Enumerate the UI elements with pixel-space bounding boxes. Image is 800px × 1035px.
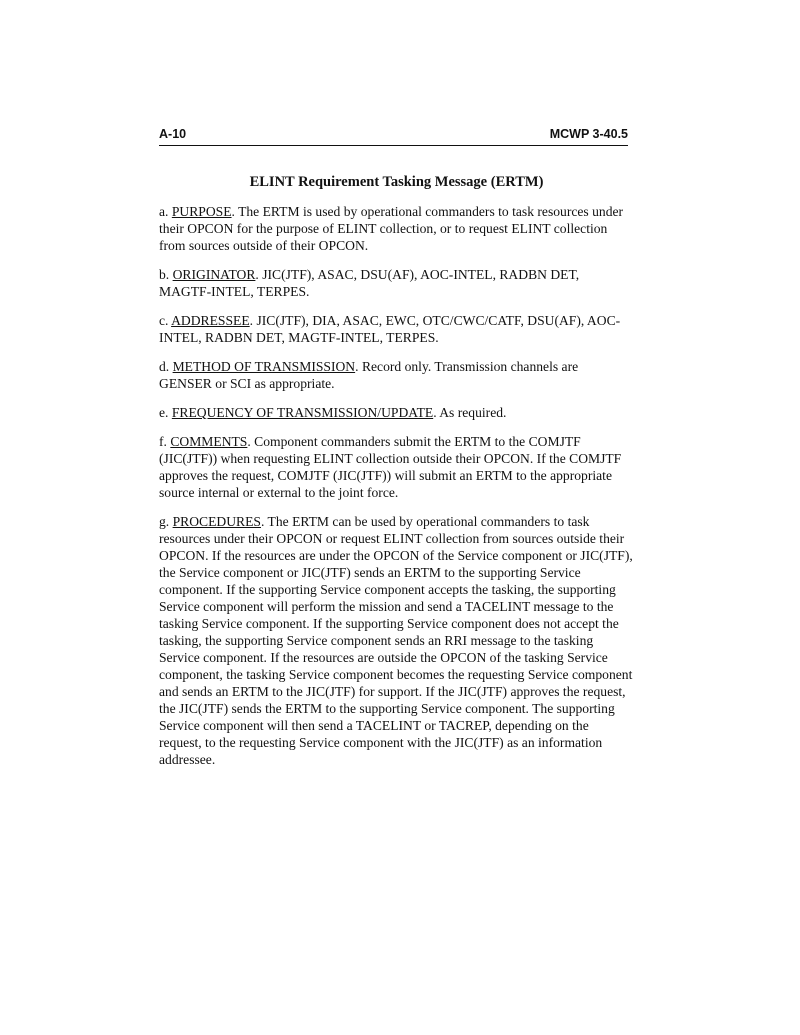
paragraph-text: . Record only. Transmission channels are GENSER or SCI as appropriate.	[159, 359, 579, 391]
paragraph-prefix: e.	[159, 405, 172, 420]
paragraph-text: . Component commanders submit the ERTM to the COMJTF (JIC(JTF)) when requesting ELINT collection outside their OPCON. If the COMJTF approves the request, COMJTF (JIC(JTF)) will submit an ERTM to the appropriate source internal or external to the joint force.	[159, 434, 622, 500]
paragraph-text: . JIC(JTF), ASAC, DSU(AF), AOC-INTEL, RADBN DET, MAGTF-INTEL, TERPES.	[159, 267, 580, 299]
document-body	[159, 203, 634, 780]
paragraph-heading: ORIGINATOR	[172, 267, 256, 282]
paragraph-heading: COMMENTS	[170, 434, 248, 449]
paragraph-heading: PROCEDURES	[172, 514, 261, 529]
paragraph-prefix: g.	[159, 514, 173, 529]
paragraph-procedures	[159, 513, 634, 768]
paragraph-text: . JIC(JTF), DIA, ASAC, EWC, OTC/CWC/CATF, DSU(AF), AOC-INTEL, RADBN DET, MAGTF-INTEL, TERPES.	[159, 313, 621, 345]
paragraph-heading: METHOD OF TRANSMISSION	[172, 359, 356, 374]
paragraph-prefix: d.	[159, 359, 173, 374]
paragraph-method	[159, 358, 634, 392]
paragraph-prefix: a.	[159, 204, 172, 219]
paragraph-originator	[159, 266, 634, 300]
paragraph-purpose	[159, 203, 634, 254]
paragraph-heading: PURPOSE	[171, 204, 232, 219]
paragraph-addressee	[159, 312, 634, 346]
paragraph-heading: ADDRESSEE	[171, 313, 250, 328]
paragraph-text: . The ERTM can be used by operational commanders to task resources under their OPCON or request ELINT collection from sources outside their OPCON. If the resources are under the OPCON of the Service component or JIC(JTF), the Service component or JIC(JTF) sends an ERTM to the supporting Service component. If the supporting Service component accepts the tasking, the supporting Service component will perform the mission and send a TACELINT message to the tasking Service component. If the supporting Service component does not accept the tasking, the supporting Service component sends an RRI message to the tasking Service component. If the resources are outside the OPCON of the tasking Service component, the tasking Service component becomes the requesting Service component and sends an ERTM to the JIC(JTF) for support. If the JIC(JTF) approves the request, the JIC(JTF) sends the ERTM to the supporting Service component. The supporting Service component will then send a TACELINT or TACREP, depending on the request, to the requesting Service component with the JIC(JTF) as an information addressee.	[159, 514, 633, 767]
paragraph-text: . As required.	[433, 405, 507, 420]
paragraph-frequency	[159, 404, 634, 421]
page-header	[159, 127, 628, 146]
paragraph-comments	[159, 433, 634, 501]
publication-id: MCWP 3-40.5	[549, 127, 628, 141]
paragraph-prefix: c.	[159, 313, 172, 328]
paragraph-text: . The ERTM is used by operational commanders to task resources under their OPCON for the purpose of ELINT collection, or to request ELINT collection from sources outside of their OPCON.	[159, 204, 624, 253]
paragraph-heading: FREQUENCY OF TRANSMISSION/UPDATE	[171, 405, 434, 420]
paragraph-prefix: b.	[159, 267, 173, 282]
document-title: ELINT Requirement Tasking Message (ERTM)	[249, 174, 544, 190]
paragraph-prefix: f.	[159, 434, 171, 449]
page-number: A-10	[159, 127, 187, 141]
